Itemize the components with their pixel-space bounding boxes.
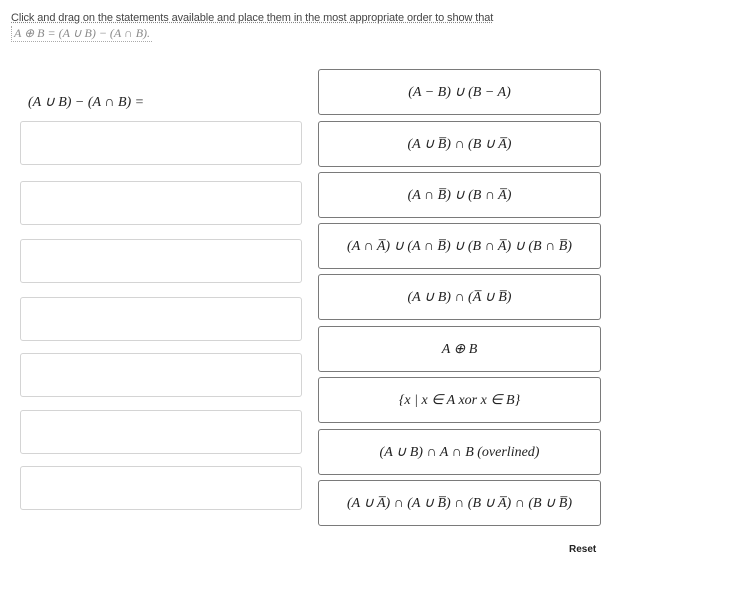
target-expression: A ⊕ B = (A ∪ B) − (A ∩ B). (11, 26, 152, 42)
drag-card-1[interactable] (318, 69, 601, 115)
drag-card-8[interactable] (318, 429, 601, 475)
card-6-label: A ⊕ B (441, 341, 478, 357)
reset-button[interactable]: Reset (569, 544, 597, 555)
drag-card-6[interactable] (318, 326, 601, 372)
drop-slot-1[interactable] (20, 121, 302, 165)
card-2-label: (A ∪ B̅) ∩ (B ∪ A̅) (407, 136, 512, 152)
drag-card-4[interactable] (318, 223, 601, 269)
drag-card-2[interactable] (318, 121, 601, 167)
drag-card-7[interactable] (318, 377, 601, 423)
drag-card-3[interactable] (318, 172, 601, 218)
drop-slot-4[interactable] (20, 297, 302, 341)
drag-card-5[interactable] (318, 274, 601, 320)
card-5-label: (A ∪ B) ∩ (A̅ ∪ B̅) (407, 289, 512, 305)
drop-slot-6[interactable] (20, 410, 302, 454)
card-1-label: (A − B) ∪ (B − A) (408, 84, 511, 100)
given-expression: (A ∪ B) − (A ∩ B) = (28, 95, 145, 110)
drop-slot-3[interactable] (20, 239, 302, 283)
card-8-label: (A ∪ B) ∩ A ∩ B (overlined) (379, 444, 540, 460)
card-7-label: {x | x ∈ A xor x ∈ B} (398, 392, 521, 408)
instructions (11, 12, 493, 24)
card-4-label: (A ∩ A̅) ∪ (A ∩ B̅) ∪ (B ∩ A̅) ∪ (B ∩ B̅) (347, 238, 572, 254)
drop-slot-5[interactable] (20, 353, 302, 397)
drop-slot-7[interactable] (20, 466, 302, 510)
card-9-label: (A ∪ A̅) ∩ (A ∪ B̅) ∩ (B ∪ A̅) ∩ (B ∪ B̅) (346, 495, 573, 511)
drop-slot-2[interactable] (20, 181, 302, 225)
drag-card-9[interactable] (318, 480, 601, 526)
instruction-text: Click and drag on the statements available and place them in the most appropriate order to show that (11, 12, 494, 24)
card-3-label: (A ∩ B̅) ∪ (B ∩ A̅) (407, 187, 512, 203)
